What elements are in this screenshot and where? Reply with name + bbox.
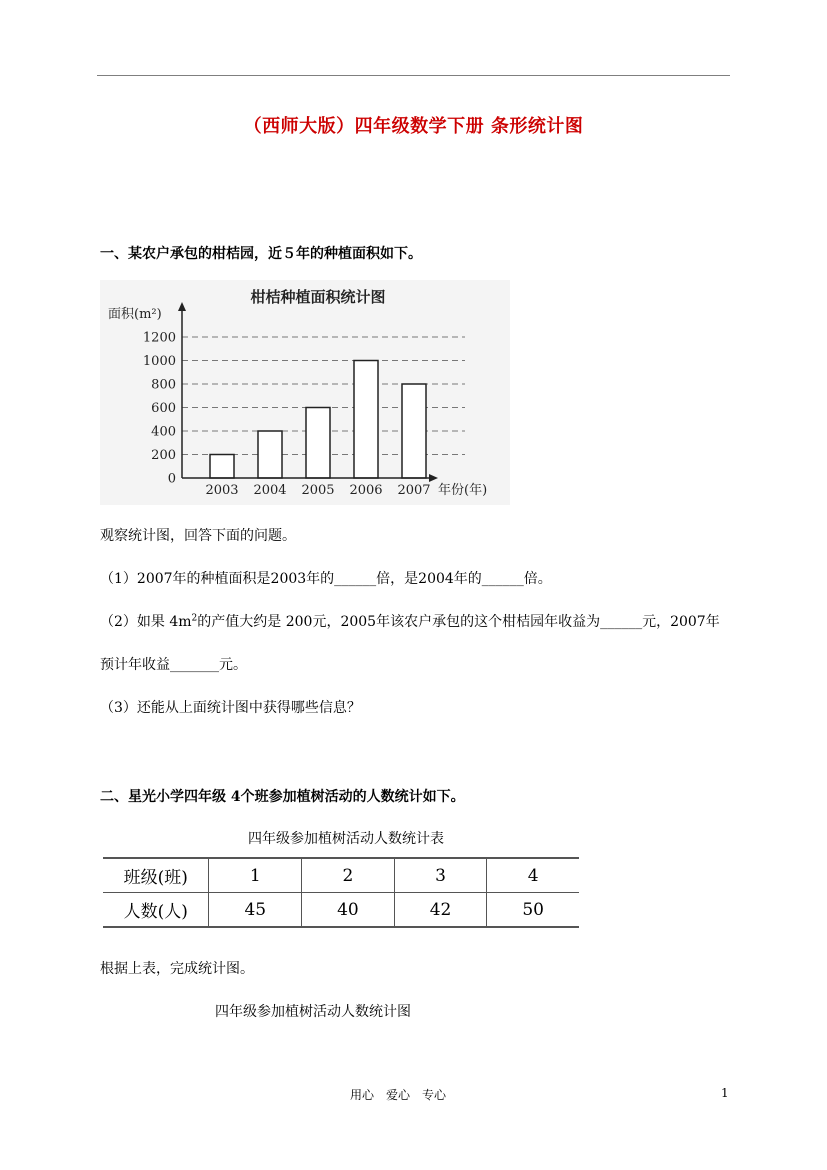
x-tick-label: 2006 — [349, 483, 383, 498]
question-1-part-2-line-2: 预计年收益_______元。 — [100, 657, 247, 673]
y-tick-label: 0 — [167, 471, 176, 487]
y-tick-label: 800 — [151, 377, 176, 393]
y-axis-label: 面积(m²) — [108, 307, 162, 322]
page-title: （西师大版）四年级数学下册 条形统计图 — [243, 116, 584, 137]
table-cell: 50 — [487, 893, 579, 928]
bar-2004 — [258, 431, 282, 478]
question-2-heading: 二、星光小学四年级 4个班参加植树活动的人数统计如下。 — [100, 789, 465, 805]
x-tick-label: 2004 — [253, 483, 287, 498]
table-cell: 45 — [209, 893, 302, 928]
bar-2006 — [354, 361, 378, 479]
x-axis-label: 年份(年) — [438, 483, 488, 498]
page-number: 1 — [721, 1086, 729, 1100]
question-1-part-2-line-1 — [100, 611, 720, 631]
question-2-instruction: 根据上表，完成统计图。 — [100, 961, 254, 977]
question-1-part-3: （3）还能从上面统计图中获得哪些信息？ — [100, 700, 361, 716]
table-cell: 40 — [302, 893, 395, 928]
x-tick-label: 2007 — [397, 483, 431, 498]
q1-2-prefix: （2）如果 4m — [100, 614, 192, 630]
bar-2005 — [306, 408, 330, 479]
students-table — [103, 857, 579, 928]
y-tick-label: 400 — [151, 424, 176, 440]
table-header-cell: 班级(班) — [103, 858, 209, 893]
table-row — [103, 858, 579, 893]
table-title: 四年级参加植树活动人数统计表 — [248, 831, 444, 847]
chart-to-complete-title: 四年级参加植树活动人数统计图 — [215, 1004, 411, 1020]
table-row — [103, 893, 579, 928]
y-tick-label: 200 — [151, 448, 176, 463]
table-cell: 42 — [394, 893, 487, 928]
y-tick-label: 600 — [151, 401, 176, 416]
table-cell: 1 — [209, 858, 302, 893]
x-tick-label: 2003 — [205, 483, 239, 498]
x-tick-label: 2005 — [301, 483, 335, 498]
q1-2-superscript: 2 — [191, 613, 198, 624]
bar-2007 — [402, 384, 426, 478]
question-1-intro: 观察统计图，回答下面的问题。 — [100, 528, 296, 544]
table-cell: 4 — [487, 858, 579, 893]
table-header-cell: 人数(人) — [103, 893, 209, 928]
q1-2-suffix: 的产值大约是 200元，2005年该农户承包的这个柑桔园年收益为______元，2007年 — [197, 614, 720, 630]
header-rule — [97, 75, 730, 76]
table-cell: 2 — [302, 858, 395, 893]
y-tick-label: 1000 — [142, 354, 176, 369]
y-tick-label: 1200 — [142, 330, 176, 346]
bar-2003 — [210, 455, 234, 479]
question-1-part-1: （1）2007年的种植面积是2003年的______倍，是2004年的______倍。 — [100, 571, 552, 587]
question-1-heading: 一、某农户承包的柑桔园，近５年的种植面积如下。 — [100, 246, 422, 262]
footer-text: 用心 爱心 专心 — [350, 1088, 447, 1102]
chart-title: 柑桔种植面积统计图 — [250, 288, 386, 306]
table-cell: 3 — [394, 858, 487, 893]
area-bar-chart — [100, 280, 510, 505]
